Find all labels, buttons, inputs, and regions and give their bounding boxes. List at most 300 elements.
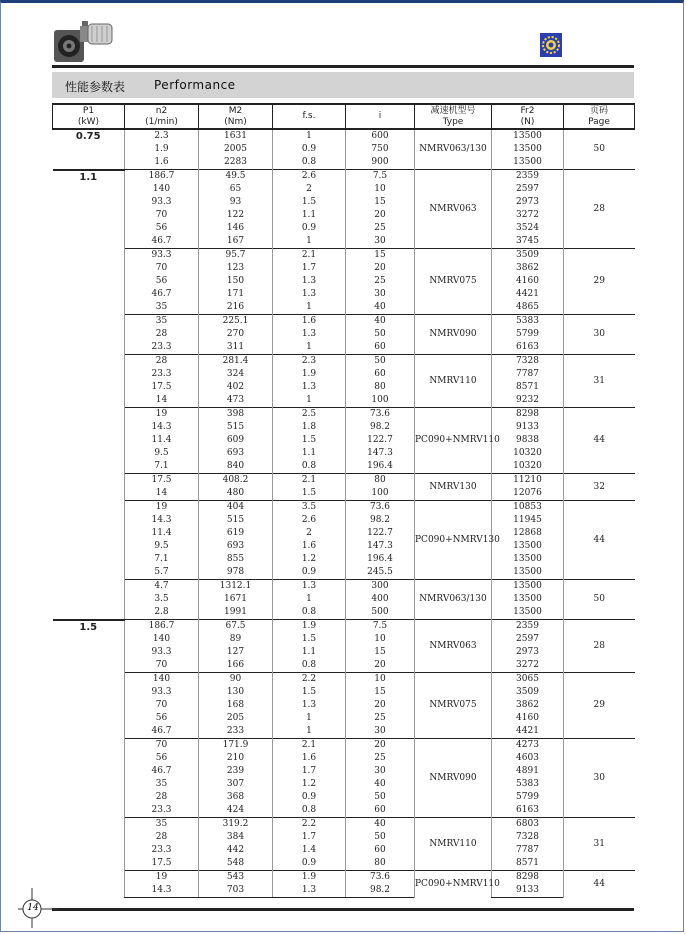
fs-cell: 2.1 — [273, 474, 346, 488]
ratio-cell: 80 — [346, 381, 415, 394]
fs-cell: 1.3 — [273, 381, 346, 394]
fr2-cell: 13500 — [492, 566, 564, 580]
table-row — [53, 434, 635, 447]
fr2-cell: 4421 — [492, 725, 564, 739]
m2-cell: 307 — [199, 778, 273, 791]
header-top: Fr2 — [520, 105, 535, 116]
fs-cell: 1.7 — [273, 262, 346, 275]
reducer-type-cell: PC090+NMRV130 — [415, 501, 492, 580]
header-cell — [415, 104, 492, 129]
fs-cell: 2 — [273, 183, 346, 196]
n2-cell: 28 — [125, 355, 199, 369]
ratio-cell: 25 — [346, 752, 415, 765]
ratio-cell: 15 — [346, 249, 415, 263]
m2-cell: 398 — [199, 408, 273, 422]
m2-cell: 442 — [199, 844, 273, 857]
fr2-cell: 4160 — [492, 712, 564, 725]
fs-cell: 0.8 — [273, 156, 346, 170]
ratio-cell: 40 — [346, 778, 415, 791]
m2-cell: 319.2 — [199, 818, 273, 832]
page-ref-cell: 29 — [564, 673, 635, 739]
fs-cell: 1 — [273, 341, 346, 355]
n2-cell: 7.1 — [125, 460, 199, 474]
n2-cell: 1.9 — [125, 143, 199, 156]
fr2-cell: 8571 — [492, 857, 564, 871]
fs-cell: 1.4 — [273, 844, 346, 857]
ratio-cell: 40 — [346, 818, 415, 832]
fs-cell: 2.6 — [273, 170, 346, 184]
footer-rule — [52, 908, 634, 911]
header-cell — [564, 104, 635, 129]
fr2-cell: 2359 — [492, 170, 564, 184]
n2-cell: 19 — [125, 871, 199, 885]
m2-cell: 480 — [199, 487, 273, 501]
header-cell — [492, 104, 564, 129]
n2-cell: 56 — [125, 275, 199, 288]
m2-cell: 408.2 — [199, 474, 273, 488]
ratio-cell: 73.6 — [346, 501, 415, 515]
table-row — [53, 328, 635, 341]
table-row — [53, 460, 635, 474]
header-cell — [273, 104, 346, 129]
n2-cell: 17.5 — [125, 857, 199, 871]
fs-cell: 1.1 — [273, 209, 346, 222]
fs-cell: 1.2 — [273, 778, 346, 791]
reducer-type-cell: NMRV063 — [415, 620, 492, 673]
n2-cell: 46.7 — [125, 235, 199, 249]
header-top: f.s. — [302, 111, 316, 121]
table-row — [53, 659, 635, 673]
ratio-cell: 73.6 — [346, 871, 415, 885]
ratio-cell: 73.6 — [346, 408, 415, 422]
table-row — [53, 527, 635, 540]
reducer-type-cell: NMRV075 — [415, 673, 492, 739]
m2-cell: 270 — [199, 328, 273, 341]
ratio-cell: 147.3 — [346, 447, 415, 460]
table-row — [53, 620, 635, 634]
m2-cell: 840 — [199, 460, 273, 474]
fr2-cell: 7787 — [492, 844, 564, 857]
fs-cell: 1.7 — [273, 765, 346, 778]
m2-cell: 1671 — [199, 593, 273, 606]
table-row — [53, 553, 635, 566]
m2-cell: 127 — [199, 646, 273, 659]
fs-cell: 0.9 — [273, 791, 346, 804]
m2-cell: 424 — [199, 804, 273, 818]
table-row — [53, 778, 635, 791]
n2-cell: 23.3 — [125, 844, 199, 857]
table-row — [53, 156, 635, 170]
fs-cell: 1.1 — [273, 646, 346, 659]
n2-cell: 93.3 — [125, 646, 199, 659]
m2-cell: 693 — [199, 540, 273, 553]
n2-cell: 46.7 — [125, 765, 199, 778]
table-row — [53, 884, 635, 898]
table-row — [53, 170, 635, 184]
fs-cell: 1.7 — [273, 831, 346, 844]
m2-cell: 1991 — [199, 606, 273, 620]
fs-cell: 1.5 — [273, 196, 346, 209]
fr2-cell: 2973 — [492, 646, 564, 659]
m2-cell: 225.1 — [199, 315, 273, 329]
fs-cell: 2.2 — [273, 818, 346, 832]
fr2-cell: 4421 — [492, 288, 564, 301]
m2-cell: 609 — [199, 434, 273, 447]
reducer-type-cell: NMRV063 — [415, 170, 492, 249]
ratio-cell: 196.4 — [346, 553, 415, 566]
table-row — [53, 765, 635, 778]
fr2-cell: 5383 — [492, 778, 564, 791]
ratio-cell: 10 — [346, 633, 415, 646]
ratio-cell: 147.3 — [346, 540, 415, 553]
table-row — [53, 566, 635, 580]
header-top: 减速机型号 — [430, 105, 476, 116]
fs-cell: 1.3 — [273, 884, 346, 898]
fr2-cell: 5799 — [492, 791, 564, 804]
table-row — [53, 381, 635, 394]
table-row — [53, 831, 635, 844]
fs-cell: 0.9 — [273, 566, 346, 580]
n2-cell: 9.5 — [125, 540, 199, 553]
ratio-cell: 98.2 — [346, 884, 415, 898]
m2-cell: 67.5 — [199, 620, 273, 634]
fs-cell: 2 — [273, 527, 346, 540]
fs-cell: 1.3 — [273, 328, 346, 341]
table-row — [53, 673, 635, 687]
ratio-cell: 50 — [346, 355, 415, 369]
table-row — [53, 408, 635, 422]
header-top: P1 — [82, 105, 95, 116]
table-row — [53, 355, 635, 369]
ratio-cell: 60 — [346, 804, 415, 818]
banner-title-cn: 性能参数表 — [65, 80, 126, 94]
reducer-type-cell: NMRV075 — [415, 249, 492, 315]
fr2-cell: 13500 — [492, 593, 564, 606]
n2-cell: 17.5 — [125, 474, 199, 488]
n2-cell: 70 — [125, 699, 199, 712]
ratio-cell: 7.5 — [346, 170, 415, 184]
table-row — [53, 421, 635, 434]
table-row — [53, 474, 635, 488]
fr2-cell: 3524 — [492, 222, 564, 235]
table-row — [53, 725, 635, 739]
reducer-type-cell: NMRV110 — [415, 818, 492, 871]
n2-cell: 19 — [125, 501, 199, 515]
section-banner — [52, 72, 634, 98]
fr2-cell: 10320 — [492, 460, 564, 474]
fr2-cell: 11945 — [492, 514, 564, 527]
m2-cell: 515 — [199, 421, 273, 434]
ratio-cell: 30 — [346, 725, 415, 739]
table-row — [53, 288, 635, 301]
fr2-cell: 3272 — [492, 209, 564, 222]
fr2-cell: 2973 — [492, 196, 564, 209]
m2-cell: 122 — [199, 209, 273, 222]
table-row — [53, 249, 635, 263]
table-row — [53, 341, 635, 355]
header-cell — [53, 104, 125, 129]
ratio-cell: 60 — [346, 368, 415, 381]
ratio-cell: 300 — [346, 580, 415, 594]
reducer-type-cell: NMRV110 — [415, 355, 492, 408]
fs-cell: 1 — [273, 394, 346, 408]
fs-cell: 1.9 — [273, 368, 346, 381]
m2-cell: 216 — [199, 301, 273, 315]
page-ref-cell: 50 — [564, 129, 635, 170]
banner-title-en: Performance — [154, 78, 236, 92]
fs-cell: 1.6 — [273, 752, 346, 765]
ratio-cell: 122.7 — [346, 434, 415, 447]
m2-cell: 281.4 — [199, 355, 273, 369]
n2-cell: 35 — [125, 778, 199, 791]
n2-cell: 35 — [125, 315, 199, 329]
n2-cell: 5.7 — [125, 566, 199, 580]
m2-cell: 855 — [199, 553, 273, 566]
m2-cell: 210 — [199, 752, 273, 765]
m2-cell: 2005 — [199, 143, 273, 156]
reducer-type-cell: PC090+NMRV110 — [415, 408, 492, 474]
fr2-cell: 8298 — [492, 408, 564, 422]
m2-cell: 168 — [199, 699, 273, 712]
brand-logo-icon — [540, 33, 562, 57]
n2-cell: 14 — [125, 487, 199, 501]
header-bottom: Type — [442, 116, 464, 127]
n2-cell: 28 — [125, 328, 199, 341]
fs-cell: 0.8 — [273, 804, 346, 818]
n2-cell: 140 — [125, 673, 199, 687]
fs-cell: 1.6 — [273, 540, 346, 553]
table-row — [53, 209, 635, 222]
table-row — [53, 487, 635, 501]
reducer-type-cell: NMRV090 — [415, 739, 492, 818]
n2-cell: 56 — [125, 712, 199, 725]
reducer-type-cell: NMRV130 — [415, 474, 492, 501]
m2-cell: 1312.1 — [199, 580, 273, 594]
fr2-cell: 2597 — [492, 633, 564, 646]
ratio-cell: 10 — [346, 673, 415, 687]
n2-cell: 28 — [125, 831, 199, 844]
n2-cell: 46.7 — [125, 288, 199, 301]
n2-cell: 23.3 — [125, 804, 199, 818]
header-cell — [346, 104, 415, 129]
fs-cell: 1 — [273, 725, 346, 739]
n2-cell: 93.3 — [125, 249, 199, 263]
ratio-cell: 750 — [346, 143, 415, 156]
m2-cell: 368 — [199, 791, 273, 804]
fr2-cell: 9133 — [492, 884, 564, 898]
ratio-cell: 80 — [346, 857, 415, 871]
page-ref-cell: 28 — [564, 170, 635, 249]
fr2-cell: 7787 — [492, 368, 564, 381]
n2-cell: 3.5 — [125, 593, 199, 606]
header-top: i — [378, 111, 382, 121]
table-row — [53, 804, 635, 818]
table-row — [53, 871, 635, 885]
m2-cell: 171.9 — [199, 739, 273, 753]
fr2-cell: 13500 — [492, 540, 564, 553]
fs-cell: 0.9 — [273, 857, 346, 871]
ratio-cell: 40 — [346, 315, 415, 329]
ratio-cell: 25 — [346, 222, 415, 235]
fr2-cell: 11210 — [492, 474, 564, 488]
m2-cell: 324 — [199, 368, 273, 381]
table-body — [53, 129, 635, 898]
fs-cell: 1.8 — [273, 421, 346, 434]
n2-cell: 186.7 — [125, 620, 199, 634]
fr2-cell: 2597 — [492, 183, 564, 196]
ratio-cell: 60 — [346, 844, 415, 857]
m2-cell: 123 — [199, 262, 273, 275]
table-row — [53, 235, 635, 249]
table-header-row — [53, 104, 635, 129]
table-row — [53, 540, 635, 553]
n2-cell: 140 — [125, 633, 199, 646]
m2-cell: 233 — [199, 725, 273, 739]
table-row — [53, 686, 635, 699]
ratio-cell: 20 — [346, 659, 415, 673]
fs-cell: 0.9 — [273, 143, 346, 156]
table-row — [53, 699, 635, 712]
page-ref-cell: 31 — [564, 818, 635, 871]
m2-cell: 693 — [199, 447, 273, 460]
n2-cell: 14 — [125, 394, 199, 408]
fr2-cell: 4273 — [492, 739, 564, 753]
ratio-cell: 600 — [346, 129, 415, 143]
n2-cell: 4.7 — [125, 580, 199, 594]
fr2-cell: 3862 — [492, 699, 564, 712]
page-ref-cell: 44 — [564, 408, 635, 474]
table-row — [53, 791, 635, 804]
n2-cell: 46.7 — [125, 725, 199, 739]
table-row — [53, 646, 635, 659]
fs-cell: 3.5 — [273, 501, 346, 515]
m2-cell: 404 — [199, 501, 273, 515]
m2-cell: 239 — [199, 765, 273, 778]
reducer-type-cell: PC090+NMRV110 — [415, 871, 492, 898]
n2-cell: 11.4 — [125, 434, 199, 447]
m2-cell: 515 — [199, 514, 273, 527]
fs-cell: 1.3 — [273, 288, 346, 301]
ratio-cell: 10 — [346, 183, 415, 196]
m2-cell: 89 — [199, 633, 273, 646]
fs-cell: 2.1 — [273, 739, 346, 753]
m2-cell: 384 — [199, 831, 273, 844]
page-ref-cell: 50 — [564, 580, 635, 620]
header-bottom: (Nm) — [224, 116, 247, 127]
table-row — [53, 514, 635, 527]
ratio-cell: 15 — [346, 646, 415, 659]
ratio-cell: 500 — [346, 606, 415, 620]
fr2-cell: 9838 — [492, 434, 564, 447]
m2-cell: 978 — [199, 566, 273, 580]
table-row — [53, 580, 635, 594]
power-kw-cell: 1.5 — [53, 620, 125, 898]
header-rule — [52, 65, 634, 68]
n2-cell: 14.3 — [125, 884, 199, 898]
fs-cell: 1.3 — [273, 275, 346, 288]
fs-cell: 1.5 — [273, 487, 346, 501]
n2-cell: 23.3 — [125, 341, 199, 355]
m2-cell: 548 — [199, 857, 273, 871]
fr2-cell: 5799 — [492, 328, 564, 341]
fs-cell: 1.5 — [273, 686, 346, 699]
fr2-cell: 4160 — [492, 275, 564, 288]
fs-cell: 2.2 — [273, 673, 346, 687]
n2-cell: 93.3 — [125, 196, 199, 209]
n2-cell: 14.3 — [125, 421, 199, 434]
fs-cell: 1.9 — [273, 620, 346, 634]
ratio-cell: 20 — [346, 739, 415, 753]
n2-cell: 140 — [125, 183, 199, 196]
ratio-cell: 100 — [346, 394, 415, 408]
ratio-cell: 98.2 — [346, 514, 415, 527]
m2-cell: 95.7 — [199, 249, 273, 263]
m2-cell: 543 — [199, 871, 273, 885]
n2-cell: 2.3 — [125, 129, 199, 143]
m2-cell: 146 — [199, 222, 273, 235]
fr2-cell: 13500 — [492, 580, 564, 594]
n2-cell: 186.7 — [125, 170, 199, 184]
fr2-cell: 3065 — [492, 673, 564, 687]
ratio-cell: 50 — [346, 831, 415, 844]
m2-cell: 167 — [199, 235, 273, 249]
n2-cell: 35 — [125, 301, 199, 315]
header-top: 页码 — [589, 105, 608, 116]
table-row — [53, 447, 635, 460]
ratio-cell: 7.5 — [346, 620, 415, 634]
table-row — [53, 196, 635, 209]
fr2-cell: 13500 — [492, 143, 564, 156]
fr2-cell: 3509 — [492, 249, 564, 263]
table-row — [53, 301, 635, 315]
ratio-cell: 50 — [346, 791, 415, 804]
table-row — [53, 844, 635, 857]
header-bottom: (1/min) — [145, 116, 178, 127]
ratio-cell: 60 — [346, 341, 415, 355]
page-ref-cell: 29 — [564, 249, 635, 315]
ratio-cell: 20 — [346, 209, 415, 222]
fr2-cell: 9133 — [492, 421, 564, 434]
n2-cell: 7.1 — [125, 553, 199, 566]
m2-cell: 90 — [199, 673, 273, 687]
n2-cell: 35 — [125, 818, 199, 832]
fs-cell: 0.8 — [273, 606, 346, 620]
reducer-type-cell: NMRV063/130 — [415, 580, 492, 620]
fr2-cell: 6163 — [492, 341, 564, 355]
fs-cell: 1.6 — [273, 315, 346, 329]
m2-cell: 65 — [199, 183, 273, 196]
fr2-cell: 5383 — [492, 315, 564, 329]
header-bottom: Page — [588, 116, 610, 127]
ratio-cell: 15 — [346, 686, 415, 699]
ratio-cell: 100 — [346, 487, 415, 501]
page-ref-cell: 44 — [564, 501, 635, 580]
ratio-cell: 30 — [346, 765, 415, 778]
table-row — [53, 712, 635, 725]
power-kw-cell: 1.1 — [53, 170, 125, 620]
ratio-cell: 40 — [346, 301, 415, 315]
table-row — [53, 593, 635, 606]
reducer-type-cell: NMRV063/130 — [415, 129, 492, 170]
fr2-cell: 4891 — [492, 765, 564, 778]
fr2-cell: 13500 — [492, 129, 564, 143]
fs-cell: 2.5 — [273, 408, 346, 422]
m2-cell: 703 — [199, 884, 273, 898]
n2-cell: 56 — [125, 222, 199, 235]
fr2-cell: 3509 — [492, 686, 564, 699]
fs-cell: 0.8 — [273, 659, 346, 673]
n2-cell: 70 — [125, 739, 199, 753]
